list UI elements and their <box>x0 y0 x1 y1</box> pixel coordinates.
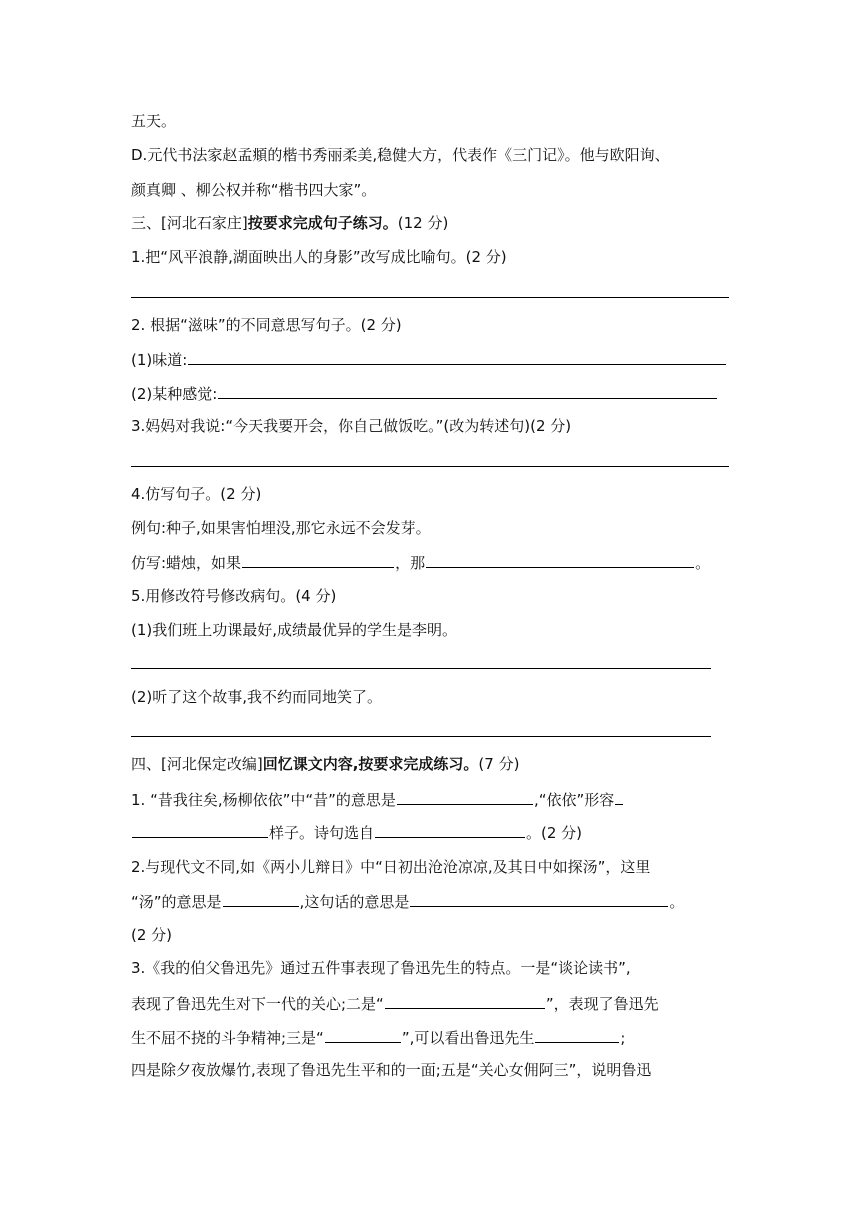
answer-blank[interactable] <box>535 1027 619 1043</box>
answer-blank[interactable] <box>325 1027 401 1043</box>
question-text: 1. “昔我往矣,杨柳依依”中“昔”的意思是 <box>131 791 396 809</box>
faulty-sentence-1: (1)我们班上功课最好,成绩最优异的学生是李明。 <box>131 621 458 639</box>
question-2: 2. 根据“滋味”的不同意思写句子。(2 分) <box>131 316 402 334</box>
section-source: 四、[河北保定改编] <box>131 755 263 773</box>
answer-blank[interactable] <box>615 789 623 805</box>
option-d-text-cont: 颜真卿 、柳公权并称“楷书四大家”。 <box>131 181 377 199</box>
answer-line[interactable] <box>131 466 729 467</box>
part-label: (1)味道: <box>131 351 188 369</box>
answer-line[interactable] <box>131 297 729 298</box>
question-text: 。 <box>669 893 685 911</box>
imitation-line <box>131 552 710 572</box>
question-2-part-2 <box>131 383 729 403</box>
answer-blank[interactable] <box>375 822 525 838</box>
question-text: ,这句话的意思是 <box>299 893 410 911</box>
recall-question-2-score: (2 分) <box>131 926 173 944</box>
question-3: 3.妈妈对我说:“今天我要开会，你自己做饭吃。”(改为转述句)(2 分) <box>131 417 572 435</box>
recall-question-1-cont <box>131 822 582 842</box>
section-source: 三、[河北石家庄] <box>131 214 248 232</box>
example-sentence: 例句:种子,如果害怕埋没,那它永远不会发芽。 <box>131 519 431 537</box>
question-4: 4.仿写句子。(2 分) <box>131 485 262 503</box>
question-text: 表现了鲁迅先生对下一代的关心;二是“ <box>131 995 384 1013</box>
question-text: ”，表现了鲁迅先 <box>545 995 659 1013</box>
option-d-text: D.元代书法家赵孟頫的楷书秀丽柔美,稳健大方，代表作《三门记》。他与欧阳询、 <box>131 146 670 164</box>
imitation-end: 。 <box>695 554 711 572</box>
answer-blank[interactable] <box>218 383 717 399</box>
question-text: ; <box>620 1029 626 1047</box>
recall-question-3-cont: 四是除夕夜放爆竹,表现了鲁迅先生平和的一面;五是“关心女佣阿三”，说明鲁迅 <box>131 1061 652 1079</box>
text-line: 五天。 <box>131 112 177 130</box>
recall-question-3: 3.《我的伯父鲁迅先》通过五件事表现了鲁迅先生的特点。一是“谈论读书”, <box>131 959 631 977</box>
question-text: “汤”的意思是 <box>131 893 222 911</box>
answer-blank[interactable] <box>397 789 533 805</box>
answer-blank[interactable] <box>242 552 394 568</box>
section-three-heading <box>131 213 448 233</box>
section-score: (7 分) <box>478 755 520 773</box>
faulty-sentence-2: (2)听了这个故事,我不约而同地笑了。 <box>131 688 383 706</box>
answer-blank[interactable] <box>385 993 545 1009</box>
part-label: (2)某种感觉: <box>131 385 218 403</box>
answer-blank[interactable] <box>426 552 694 568</box>
answer-line[interactable] <box>131 668 711 669</box>
answer-line[interactable] <box>131 736 711 737</box>
answer-blank[interactable] <box>188 349 726 365</box>
answer-blank[interactable] <box>132 822 268 838</box>
question-text: ,“依依”形容 <box>533 791 615 809</box>
answer-blank[interactable] <box>410 891 668 907</box>
question-text: 样子。诗句选自 <box>269 824 375 842</box>
section-four-heading <box>131 754 519 774</box>
question-text: ”,可以看出鲁迅先生 <box>401 1029 535 1047</box>
section-title: 回忆课文内容,按要求完成练习。 <box>262 755 479 773</box>
recall-question-3-cont <box>131 1027 625 1047</box>
recall-question-3-cont <box>131 993 659 1013</box>
question-5: 5.用修改符号修改病句。(4 分) <box>131 587 337 605</box>
question-text: 生不屈不挠的斗争精神;三是“ <box>131 1029 324 1047</box>
question-1: 1.把“风平浪静,湖面映出人的身影”改写成比喻句。(2 分) <box>131 248 507 266</box>
recall-question-2: 2.与现代文不同,如《两小儿辩日》中“日初出沧沧凉凉,及其日中如探汤”，这里 <box>131 858 651 876</box>
question-2-part-1 <box>131 349 729 369</box>
question-text: 。(2 分) <box>526 824 583 842</box>
recall-question-2-cont <box>131 891 684 911</box>
imitation-prefix: 仿写:蜡烛，如果 <box>131 554 242 572</box>
section-score: (12 分) <box>397 214 449 232</box>
answer-blank[interactable] <box>223 891 299 907</box>
imitation-middle: ，那 <box>395 554 426 572</box>
section-title: 按要求完成句子练习。 <box>247 214 398 232</box>
recall-question-1 <box>131 789 624 809</box>
